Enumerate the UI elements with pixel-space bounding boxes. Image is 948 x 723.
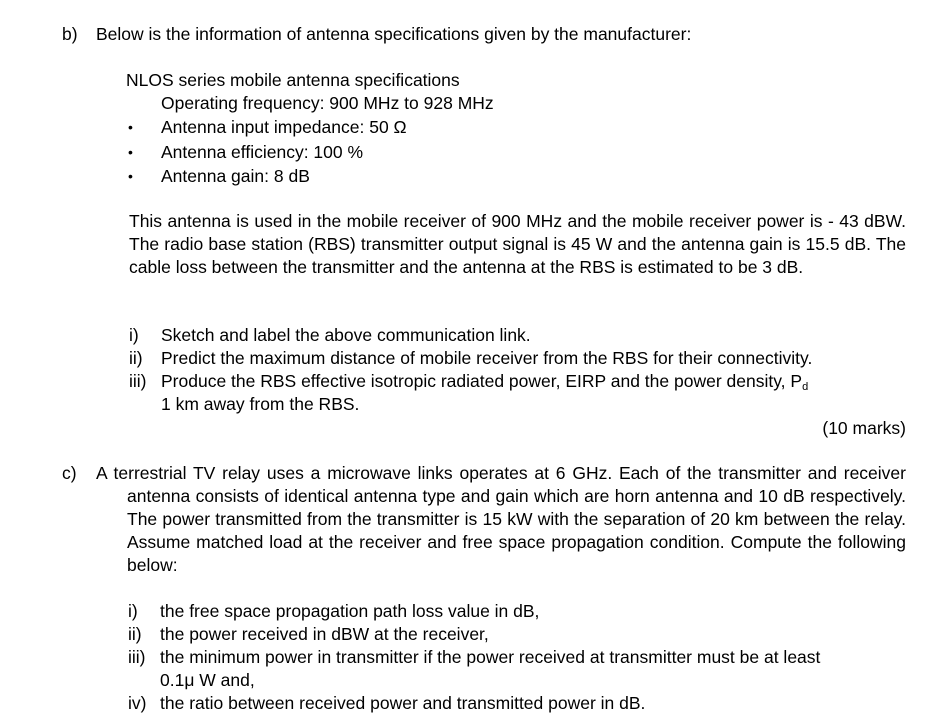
question-text-continued: 1 km away from the RBS. [161,394,360,414]
question-number: iii) [128,647,146,667]
question-text: the free space propagation path loss value in dB, [160,601,540,621]
question-text [161,371,808,392]
question-number: i) [128,601,138,621]
section-c-paragraph [96,462,906,577]
spec-item: Antenna efficiency: 100 % [161,142,364,162]
bullet-icon: • [128,119,133,135]
question-number: iv) [128,693,147,713]
spec-item: Antenna input impedance: 50 Ω [161,117,407,137]
section-b-paragraph: This antenna is used in the mobile receiver of 900 MHz and the mobile receiver power is - 43 dBW. The radio base station (RBS) transmitter output signal is 45 W and the antenna gain is 15.5 dB. The cable loss between the transmitter and the antenna at the RBS is estimated to be 3 dB. [129,211,906,277]
question-text: Sketch and label the above communication link. [161,325,531,345]
question-number: i) [129,325,139,345]
question-text: the ratio between received power and transmitted power in dB. [160,693,646,713]
spec-frequency: Operating frequency: 900 MHz to 928 MHz [161,93,494,113]
question-number: iii) [129,371,147,391]
question-text: the power received in dBW at the receiver, [160,624,489,644]
spec-title: NLOS series mobile antenna specifications [126,70,460,90]
section-c-label: c) [62,463,77,483]
section-b-label: b) [62,24,78,44]
section-c-paragraph-text: A terrestrial TV relay uses a microwave links operates at 6 GHz. Each of the transmitter and receiver antenna consists of identical antenna type and gain which are horn antenna and 10 dB respectively. The power transmitted from the transmitter is 15 kW with the separation of 20 km between the relay. Assume matched load at the receiver and free space propagation condition. Compute the following below: [96,463,906,575]
bullet-icon: • [128,168,133,184]
section-b-intro: Below is the information of antenna specifications given by the manufacturer: [96,24,692,44]
question-text: the minimum power in transmitter if the power received at transmitter must be at least [160,647,821,667]
bullet-icon: • [128,144,133,160]
question-number: ii) [128,624,142,644]
spec-item: Antenna gain: 8 dB [161,166,310,186]
question-text: Predict the maximum distance of mobile receiver from the RBS for their connectivity. [161,348,813,368]
question-text-continued: 0.1μ W and, [160,670,255,690]
question-text-main: Produce the RBS effective isotropic radiated power, EIRP and the power density, P [161,371,803,391]
power-density-subscript: d [802,381,809,393]
marks-label: (10 marks) [822,418,906,438]
question-number: ii) [129,348,143,368]
